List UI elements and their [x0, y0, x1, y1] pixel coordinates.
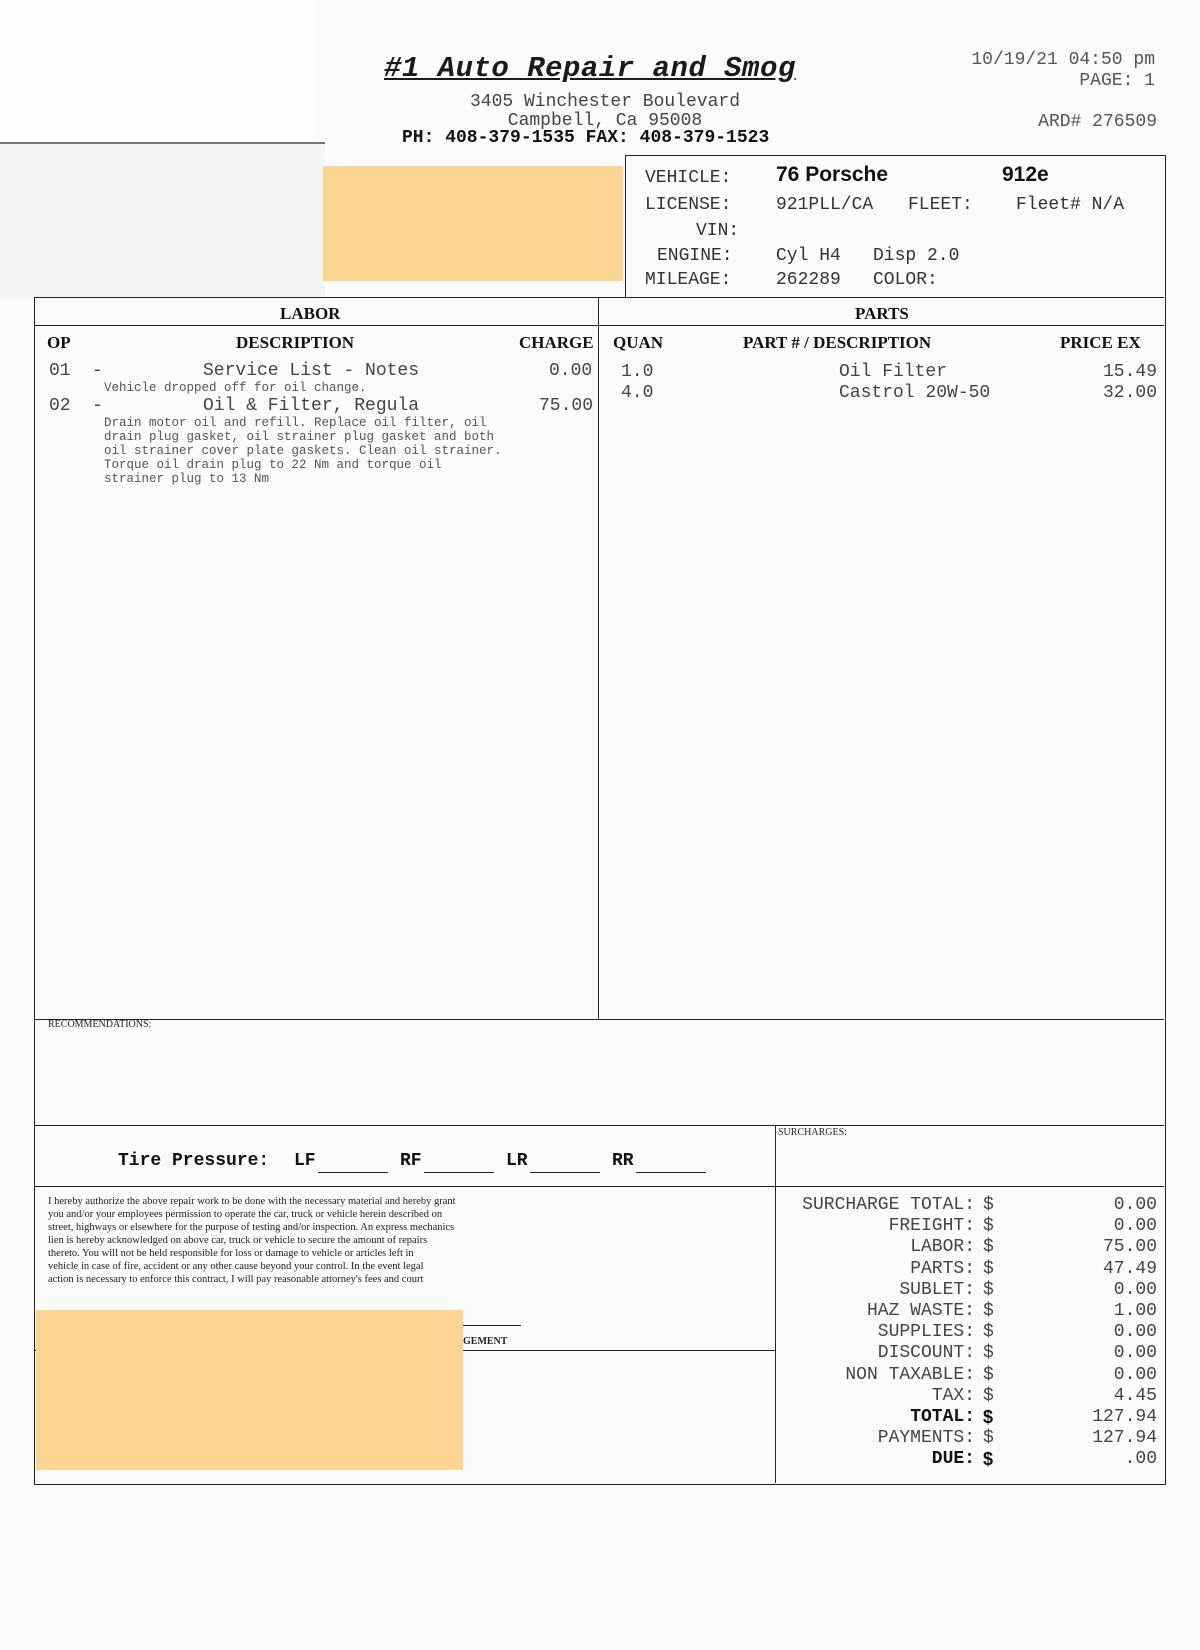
totals-value: 0.00 [1113, 1279, 1157, 1300]
authorization-text [48, 1195, 456, 1286]
currency-symbol: $ [983, 1279, 994, 1300]
currency-symbol: $ [983, 1449, 994, 1470]
tire-lr-label: LR [506, 1151, 528, 1171]
labor-title: LABOR [280, 304, 341, 323]
labor-desc: Oil & Filter, Regula [203, 396, 420, 416]
signature-line[interactable] [455, 1325, 521, 1326]
totals-value: 127.94 [1092, 1407, 1157, 1427]
labor-note-line: oil strainer cover plate gaskets. Clean oil strainer. [104, 444, 502, 458]
ard-number: ARD# 276509 [1038, 112, 1157, 132]
page-number: PAGE: 1 [1079, 71, 1155, 91]
labor-col-desc: DESCRIPTION [236, 333, 355, 352]
totals-value: 47.49 [1102, 1258, 1157, 1279]
currency-symbol: $ [983, 1428, 994, 1449]
license-label: LICENSE: [645, 195, 732, 215]
signature-redaction [36, 1310, 463, 1470]
recommendations-top-line [34, 1019, 1164, 1020]
totals-value: 127.94 [1092, 1428, 1157, 1449]
currency-symbol: $ [983, 1385, 994, 1406]
parts-title: PARTS [855, 304, 909, 323]
mileage-value: 262289 [776, 270, 841, 290]
vin-label: VIN: [696, 221, 740, 241]
parts-col-desc: PART # / DESCRIPTION [743, 333, 932, 352]
totals-label: NON TAXABLE: [845, 1364, 975, 1385]
totals-label: PARTS: [910, 1258, 975, 1279]
tire-lf-field[interactable] [318, 1172, 388, 1173]
labor-charge: 75.00 [539, 396, 594, 416]
labor-charge: 0.00 [549, 361, 593, 381]
tire-lr-field[interactable] [530, 1172, 600, 1173]
invoice-datetime: 10/19/21 04:50 pm [971, 50, 1155, 70]
totals-label: DUE: [931, 1449, 975, 1470]
engine-label: ENGINE: [657, 246, 733, 266]
engine-disp: Disp 2.0 [873, 246, 960, 266]
part-price: 15.49 [1103, 362, 1158, 382]
currency-symbol: $ [983, 1216, 994, 1237]
labor-note-line: strainer plug to 13 Nm [104, 472, 270, 486]
currency-symbol: $ [983, 1322, 994, 1343]
acknowledgement-label: GEMENT [463, 1336, 508, 1347]
currency-symbol: $ [983, 1407, 994, 1427]
totals-value: 4.45 [1113, 1385, 1157, 1406]
tire-bottom-line [34, 1186, 775, 1187]
surcharges-label: SURCHARGES: [778, 1127, 847, 1138]
color-label: COLOR: [873, 270, 938, 290]
totals-label: TAX: [931, 1385, 975, 1406]
currency-symbol: $ [983, 1343, 994, 1364]
frame-gap [323, 155, 625, 158]
labor-col-op: OP [47, 333, 71, 352]
currency-symbol: $ [983, 1364, 994, 1385]
totals-label: HAZ WASTE: [866, 1301, 975, 1321]
labor-dash: - [92, 396, 103, 416]
currency-symbol: $ [983, 1258, 994, 1279]
labor-op: 01 [49, 361, 71, 381]
engine-cyl: Cyl H4 [776, 246, 841, 266]
labor-desc: Service List - Notes [203, 361, 420, 381]
parts-col-quan: QUAN [613, 333, 664, 352]
totals-value: 0.00 [1113, 1322, 1157, 1343]
address-line1: 3405 Winchester Boulevard [469, 92, 741, 112]
section-header-line [34, 325, 1164, 326]
tire-pressure-label: Tire Pressure: [118, 1151, 270, 1171]
labor-note: Vehicle dropped off for oil change. [104, 381, 367, 395]
authorization-line: street, highways or elsewhere for the purpose of testing and/or inspection. An express mechanics [48, 1222, 455, 1233]
labor-parts-divider [598, 297, 599, 1019]
fleet-label: FLEET: [908, 195, 973, 215]
vehicle-box-divider [625, 155, 626, 297]
currency-symbol: $ [983, 1195, 994, 1215]
labor-op: 02 [49, 396, 71, 416]
authorization-line: thereto. You will not be held responsible for loss or damage to vehicle or articles left in [48, 1248, 414, 1259]
recommendations-label: RECOMMENDATIONS: [48, 1019, 152, 1030]
labor-dash: - [92, 361, 103, 381]
totals-value: 0.00 [1113, 1343, 1157, 1364]
totals-value: 0.00 [1113, 1216, 1157, 1237]
tire-rr-field[interactable] [636, 1172, 706, 1173]
totals-label: SUBLET: [899, 1279, 975, 1300]
labor-note-line: Torque oil drain plug to 22 Nm and torque oil [104, 458, 442, 472]
part-quan: 4.0 [621, 383, 654, 403]
totals-label: SUPPLIES: [877, 1322, 975, 1343]
tire-rf-label: RF [400, 1151, 422, 1171]
totals-label: TOTAL: [910, 1407, 975, 1427]
totals-label: SURCHARGE TOTAL: [802, 1195, 975, 1215]
totals-label: PAYMENTS: [877, 1428, 975, 1449]
part-desc: Castrol 20W-50 [839, 383, 991, 403]
phone-fax: PH: 408-379-1535 FAX: 408-379-1523 [402, 128, 770, 148]
fleet-value: Fleet# N/A [1016, 195, 1125, 215]
vehicle-make: 76 Porsche [776, 163, 889, 186]
totals-label: FREIGHT: [888, 1216, 975, 1237]
currency-symbol: $ [983, 1301, 994, 1321]
vehicle-model: 912e [1002, 163, 1049, 186]
authorization-line: I hereby authorize the above repair work to be done with the necessary material and hereby grant [48, 1196, 456, 1207]
labor-col-charge: CHARGE [519, 333, 594, 352]
recommendations-bottom-line [34, 1125, 1164, 1126]
totals-value: 1.00 [1113, 1301, 1157, 1321]
labor-note-line: Drain motor oil and refill. Replace oil filter, oil [104, 416, 487, 430]
tire-rr-label: RR [612, 1151, 634, 1171]
labor-note-line: drain plug gasket, oil strainer plug gasket and both [104, 430, 495, 444]
strip-overlay [33, 155, 323, 297]
parts-col-price: PRICE EX [1060, 333, 1141, 352]
shop-name: #1 Auto Repair and Smog [384, 52, 796, 85]
tire-rf-field[interactable] [424, 1172, 494, 1173]
section-top-line [34, 297, 1164, 298]
address-line2: Campbell, Ca 95008 [507, 111, 703, 131]
totals-value: 0.00 [1113, 1195, 1157, 1215]
surcharges-bottom-line [775, 1186, 1164, 1187]
totals-value: 0.00 [1113, 1364, 1157, 1385]
license-value: 921PLL/CA [776, 195, 874, 215]
totals-label: LABOR: [910, 1237, 975, 1258]
tire-lf-label: LF [294, 1151, 316, 1171]
currency-symbol: $ [983, 1237, 994, 1258]
part-quan: 1.0 [621, 362, 654, 382]
totals-label: DISCOUNT: [877, 1343, 975, 1364]
authorization-line: vehicle in case of fire, accident or any other cause beyond your control. In the event legal [48, 1261, 424, 1272]
totals-value: 75.00 [1102, 1237, 1157, 1258]
authorization-line: action is necessary to enforce this contract, I will pay reasonable attorney's fees and court [48, 1274, 424, 1285]
overlapping-receipt-top [0, 0, 315, 158]
authorization-line: you and/or your employees permission to operate the car, truck or vehicle herein described on [48, 1209, 443, 1220]
mileage-label: MILEAGE: [645, 270, 732, 290]
totals-value: .00 [1124, 1449, 1157, 1470]
part-desc: Oil Filter [839, 362, 948, 382]
authorization-line: lien is hereby acknowledged on above car, truck or vehicle to secure the amount of repairs [48, 1235, 428, 1246]
vehicle-label: VEHICLE: [645, 168, 732, 188]
part-price: 32.00 [1103, 383, 1158, 403]
